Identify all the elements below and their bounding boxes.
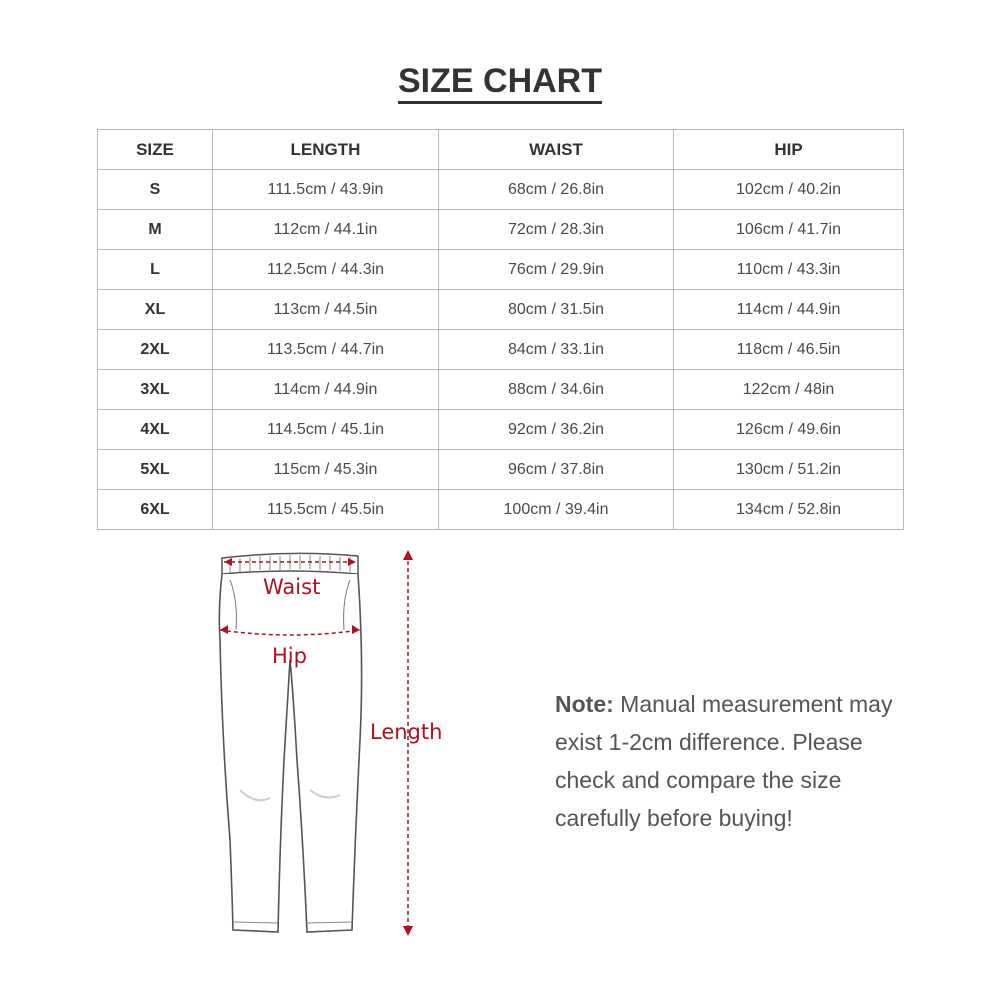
length-cell: 114.5cm / 45.1in	[213, 410, 439, 450]
table-row	[98, 490, 904, 530]
note-box	[555, 685, 915, 837]
pants-diagram	[200, 540, 460, 950]
page-title-text: SIZE CHART	[398, 62, 602, 104]
hip-cell: 126cm / 49.6in	[674, 410, 904, 450]
waist-cell: 80cm / 31.5in	[439, 290, 674, 330]
hip-cell: 106cm / 41.7in	[674, 210, 904, 250]
length-cell: 113cm / 44.5in	[213, 290, 439, 330]
table-row	[98, 210, 904, 250]
hip-cell: 118cm / 46.5in	[674, 330, 904, 370]
table-row	[98, 170, 904, 210]
length-cell: 114cm / 44.9in	[213, 370, 439, 410]
waist-cell: 96cm / 37.8in	[439, 450, 674, 490]
pants-outline-icon	[200, 540, 460, 950]
size-cell: S	[98, 170, 213, 210]
table-row	[98, 290, 904, 330]
header-hip: HIP	[674, 130, 904, 170]
note-text: Manual measurement may exist 1-2cm difference. Please check and compare the size carefully before buying!	[555, 691, 893, 831]
hip-cell: 102cm / 40.2in	[674, 170, 904, 210]
size-cell: L	[98, 250, 213, 290]
table-header-row	[98, 130, 904, 170]
waist-label: Waist	[263, 575, 321, 599]
waist-cell: 88cm / 34.6in	[439, 370, 674, 410]
size-cell: M	[98, 210, 213, 250]
size-cell: XL	[98, 290, 213, 330]
header-length: LENGTH	[213, 130, 439, 170]
size-cell: 6XL	[98, 490, 213, 530]
length-cell: 112.5cm / 44.3in	[213, 250, 439, 290]
waist-cell: 84cm / 33.1in	[439, 330, 674, 370]
size-cell: 2XL	[98, 330, 213, 370]
waist-cell: 68cm / 26.8in	[439, 170, 674, 210]
size-cell: 5XL	[98, 450, 213, 490]
table-row	[98, 410, 904, 450]
hip-cell: 110cm / 43.3in	[674, 250, 904, 290]
length-cell: 111.5cm / 43.9in	[213, 170, 439, 210]
length-cell: 115cm / 45.3in	[213, 450, 439, 490]
page-title	[0, 62, 1000, 101]
waist-cell: 92cm / 36.2in	[439, 410, 674, 450]
waist-cell: 72cm / 28.3in	[439, 210, 674, 250]
hip-label: Hip	[272, 644, 307, 668]
table-row	[98, 250, 904, 290]
waist-cell: 100cm / 39.4in	[439, 490, 674, 530]
size-cell: 3XL	[98, 370, 213, 410]
waist-cell: 76cm / 29.9in	[439, 250, 674, 290]
hip-cell: 122cm / 48in	[674, 370, 904, 410]
length-cell: 113.5cm / 44.7in	[213, 330, 439, 370]
size-cell: 4XL	[98, 410, 213, 450]
hip-cell: 114cm / 44.9in	[674, 290, 904, 330]
length-cell: 112cm / 44.1in	[213, 210, 439, 250]
length-cell: 115.5cm / 45.5in	[213, 490, 439, 530]
hip-cell: 134cm / 52.8in	[674, 490, 904, 530]
table-body	[98, 170, 904, 530]
length-label: Length	[370, 720, 443, 744]
size-table	[97, 129, 904, 530]
table-row	[98, 450, 904, 490]
hip-cell: 130cm / 51.2in	[674, 450, 904, 490]
header-waist: WAIST	[439, 130, 674, 170]
header-size: SIZE	[98, 130, 213, 170]
table-row	[98, 370, 904, 410]
table-row	[98, 330, 904, 370]
note-label: Note:	[555, 691, 614, 717]
